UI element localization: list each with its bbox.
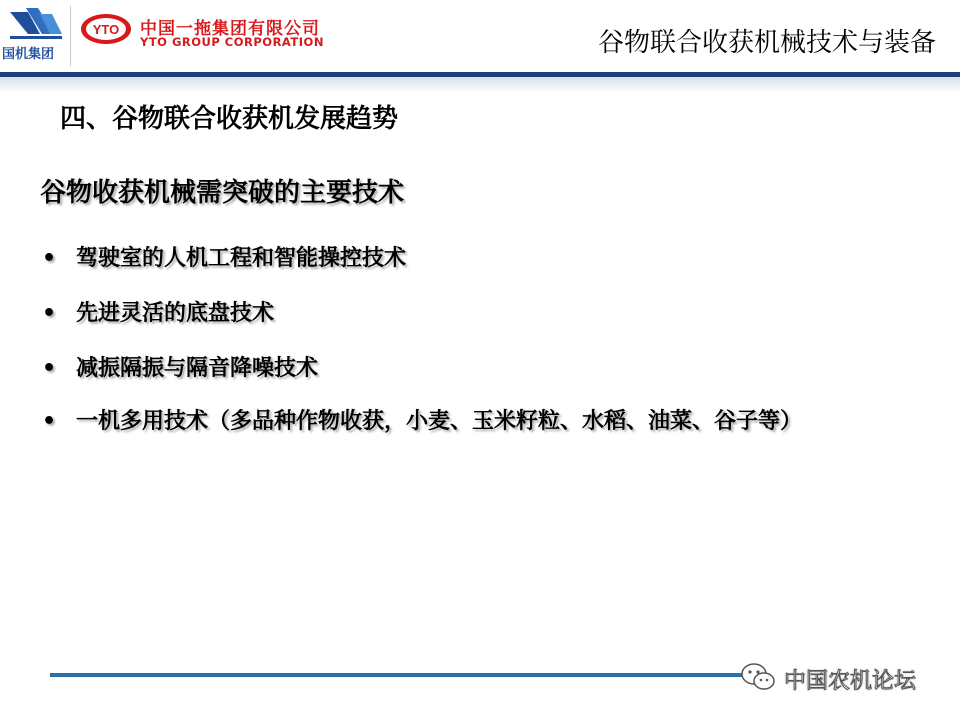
slide-header bbox=[0, 0, 960, 76]
header-gradient-bar bbox=[0, 77, 960, 93]
bullet-text: 驾驶室的人机工程和智能操控技术 bbox=[76, 246, 407, 271]
bullet-item bbox=[36, 346, 906, 392]
bullet-item bbox=[36, 236, 906, 282]
sinomach-logo-text: 国机集团 bbox=[2, 47, 55, 62]
bullet-marker: • bbox=[42, 301, 57, 326]
header-title: 谷物联合收获机械技术与装备 bbox=[597, 28, 936, 58]
footer-line bbox=[50, 673, 750, 677]
bullet-item bbox=[36, 401, 906, 443]
section-title: 四、谷物联合收获机发展趋势 bbox=[60, 104, 399, 134]
logo-divider bbox=[70, 6, 71, 66]
bullet-text: 先进灵活的底盘技术 bbox=[76, 301, 275, 326]
bullet-marker: • bbox=[42, 409, 57, 434]
bullet-marker: • bbox=[42, 246, 57, 271]
wechat-icon bbox=[740, 662, 776, 692]
yto-logo-icon bbox=[80, 12, 132, 46]
watermark-text: 中国农机论坛 bbox=[784, 669, 917, 694]
bullet-item bbox=[36, 291, 906, 337]
bullet-list bbox=[36, 236, 906, 452]
yto-company-name-en: YTO GROUP CORPORATION bbox=[140, 35, 324, 49]
yto-company-name-cn: 中国一拖集团有限公司 bbox=[140, 19, 320, 39]
slide-subtitle: 谷物收获机械需突破的主要技术 bbox=[40, 178, 405, 208]
bullet-text: 减振隔振与隔音降噪技术 bbox=[76, 356, 319, 381]
yto-logo-mark: YTO bbox=[92, 22, 120, 37]
bullet-marker: • bbox=[42, 356, 57, 381]
bullet-text: 一机多用技术（多品种作物收获，小麦、玉米籽粒、水稻、油菜、谷子等） bbox=[76, 409, 803, 434]
